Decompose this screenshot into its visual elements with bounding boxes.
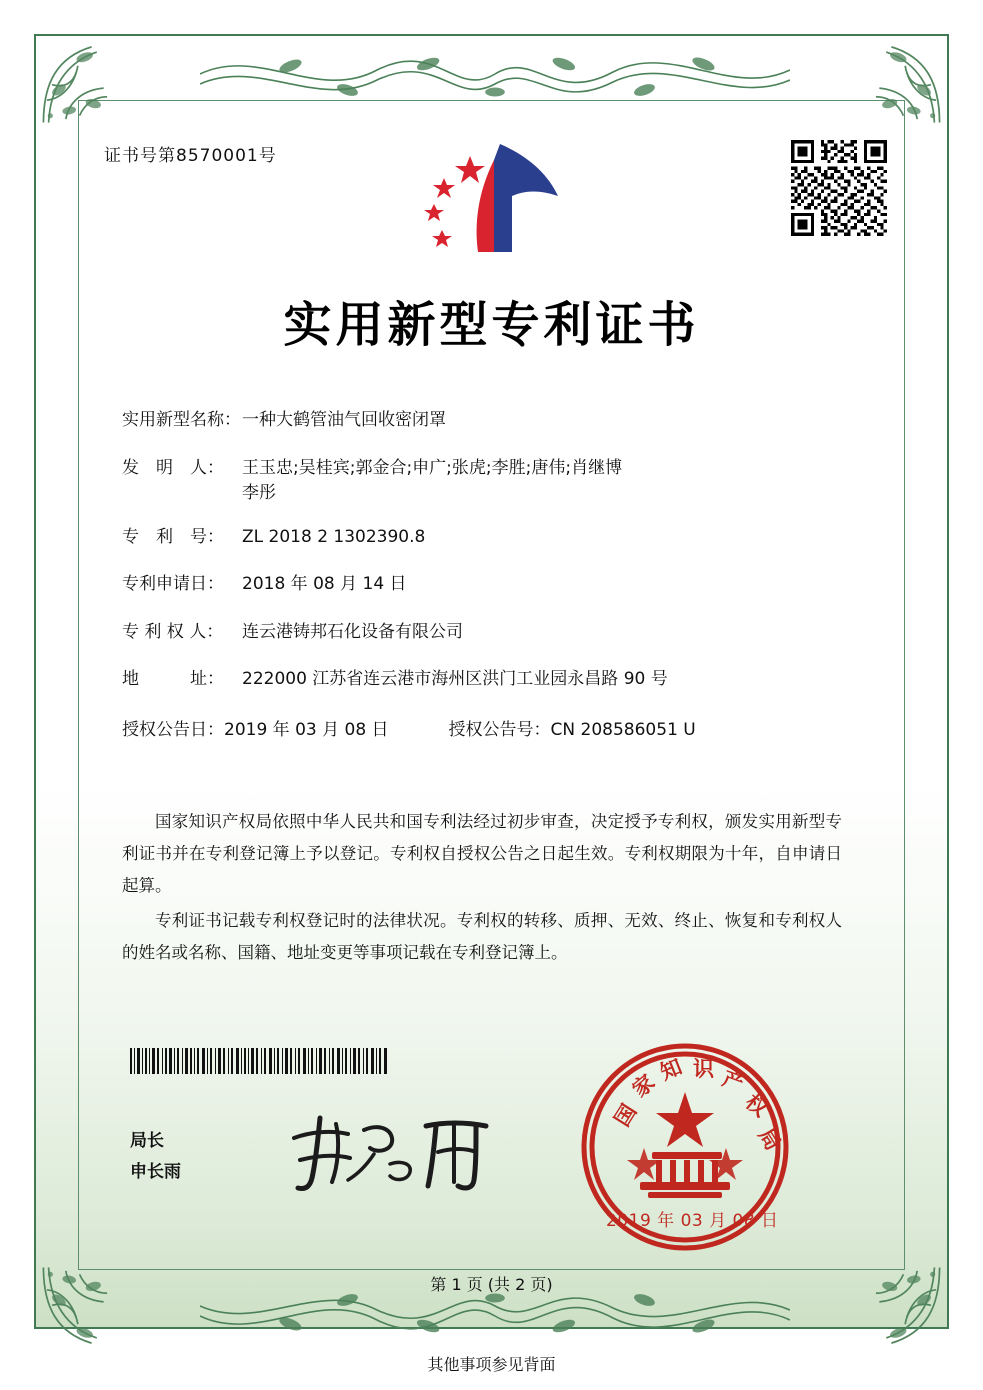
director-name: 申长雨 [130,1162,181,1183]
svg-text:知: 知 [656,1054,686,1085]
svg-text:产: 产 [719,1066,748,1096]
footer-note: 其他事项参见背面 [427,1355,556,1374]
barcode-icon [130,1048,388,1074]
field-value [238,456,862,507]
page-indicator: 第 1 页 (共 2 页) [430,1275,553,1294]
field-patent-number [122,525,862,551]
legal-paragraph-2: 专利证书记载专利权登记时的法律状况。专利权的转移、质押、无效、终止、恢复和专利权人的姓名或名称、国籍、地址变更等事项记载在专利登记簿上。 [122,910,842,962]
svg-text:局: 局 [753,1123,786,1155]
field-label: 发 明 人： [122,457,224,478]
seal-date: 2019 年 03 月 08 日 [606,1211,779,1231]
legal-paragraph-1: 国家知识产权局依照中华人民共和国专利法经过初步审查，决定授予专利权，颁发实用新型专利证书并在专利登记簿上予以登记。专利权自授权公告之日起生效。专利权期限为十年，自申请日起算。 [122,812,842,896]
field-label: 实用新型名称： [122,410,241,430]
field-value: 222000 江苏省连云港市海州区洪门工业园永昌路 90 号 [242,669,668,689]
field-grant-number [449,715,696,740]
field-value: ZL 2018 2 1302390.8 [242,526,426,547]
field-label: 授权公告号： [448,719,551,740]
field-address [122,667,862,693]
svg-text:权: 权 [740,1089,773,1122]
certificate-fields [122,408,862,756]
director-title: 局长 [130,1131,164,1151]
certificate-number: 证书号第8570001号 [104,146,277,166]
handwritten-signature-icon [286,1108,506,1196]
field-value: 2019 年 03 月 08 日 [224,719,389,740]
field-grant-date [122,715,389,740]
page-title: 实用新型专利证书 [283,297,700,353]
cnipa-logo-icon [408,138,576,258]
field-utility-model-name [122,408,862,434]
director-block [130,1126,181,1189]
field-label: 专 利 权 人： [122,621,224,642]
field-value: 2018 年 08 月 14 日 [242,574,407,594]
field-inventor [122,456,862,507]
svg-text:家: 家 [627,1069,660,1102]
field-application-date [122,572,862,598]
field-grant-row [122,715,862,740]
svg-text:国: 国 [609,1100,642,1131]
inventor-line-2: 李彤 [242,483,276,503]
field-label: 授权公告日： [122,719,224,740]
field-value: 连云港铸邦石化设备有限公司 [242,621,463,642]
legal-text [122,806,842,971]
inventor-line-1: 王玉忠;吴桂宾;郭金合;申广;张虎;李胜;唐伟;肖继博 [242,457,623,478]
field-label: 地 址： [122,669,224,689]
field-label: 专利申请日： [122,574,224,594]
field-value: 一种大鹤管油气回收密闭罩 [242,410,446,430]
field-value: CN 208586051 U [550,719,696,740]
field-label: 专 利 号： [122,526,224,547]
field-patentee [122,620,862,646]
svg-text:识: 识 [693,1057,714,1081]
qr-code-icon [791,140,887,236]
